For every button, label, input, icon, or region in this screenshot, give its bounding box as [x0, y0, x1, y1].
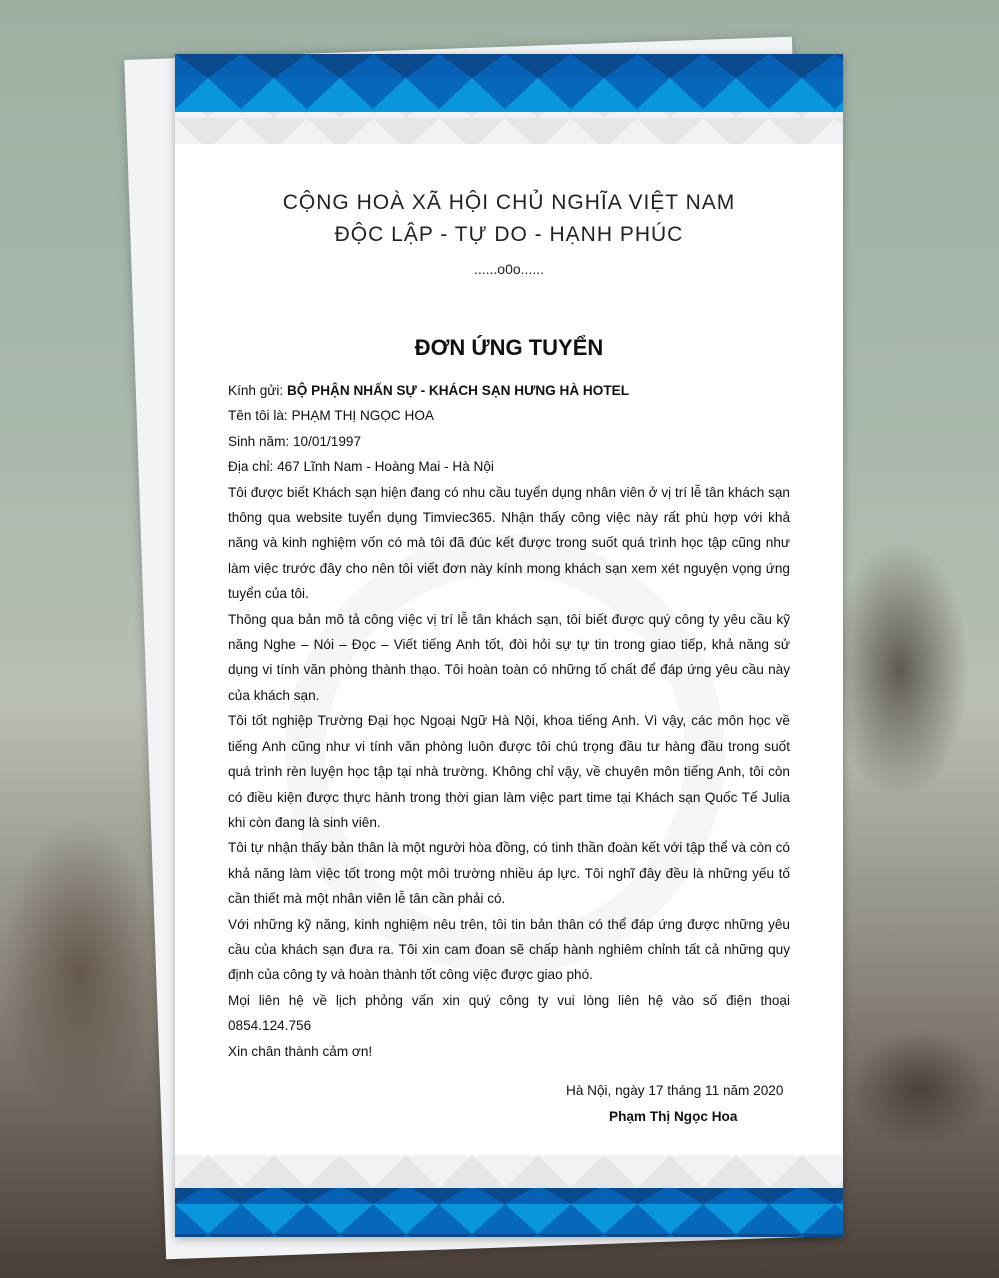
background-plant: [0, 820, 160, 1120]
recipient-label: Kính gửi:: [228, 383, 287, 398]
recipient-value: BỘ PHẬN NHẤN SỰ - KHÁCH SẠN HƯNG HÀ HOTEL: [286, 383, 629, 398]
header-pattern: [175, 54, 843, 144]
address-field: Địa chỉ: 467 Lĩnh Nam - Hoàng Mai - Hà Nội: [228, 459, 494, 475]
background-plant: [850, 1030, 990, 1150]
motto: ĐỘC LẬP - TỰ DO - HẠNH PHÚC: [334, 223, 684, 246]
paragraph: Với những kỹ năng, kinh nghiệm nêu trên, tôi tin bản thân có thể đáp ứng được những yêu cầu của khách sạn đưa ra. Tôi xin cam đoan sẽ chấp hành nghiêm chỉnh tất cả những quy định của công ty và hoàn thành tốt công việc được giao phó.: [228, 916, 790, 983]
name-field: Tên tôi là: PHẠM THỊ NGỌC HOA: [228, 408, 434, 424]
divider: ......o0o......: [473, 261, 545, 277]
paragraph: Tôi được biết Khách sạn hiện đang có nhu cầu tuyển dụng nhân viên ở vị trí lễ tân khách sạn thông qua website tuyển dụng Timviec365. Nhận thấy công việc này rất phù hợp với khả năng và kinh nghiệm vốn có mà tôi đã đúc kết được trong suốt quá trình học tập cũng như làm việc trước đây cho nên tôi viết đơn này kính mong khách sạn xem xét nguyện vọng ứng tuyển của tôi.: [228, 484, 790, 602]
document-page: [175, 54, 843, 1237]
paragraph: Mọi liên hệ về lịch phỏng vấn xin quý công ty vui lòng liên hệ vào số điện thoại: [228, 992, 790, 1008]
paragraph: Tôi tốt nghiệp Trường Đại học Ngoại Ngữ Hà Nội, khoa tiếng Anh. Vì vậy, các môn học về tiếng Anh cũng như vi tính văn phòng luôn được tôi chú trọng đầu tư hàng đầu trong suốt quá trình rèn luyện học tập tại nhà trường. Không chỉ vậy, về chuyên môn tiếng Anh, tôi còn có điều kiện được thực hành trong thời gian làm việc part time tại Khách sạn Quốc Tế Julia khi còn đang là sinh viên.: [228, 713, 790, 830]
phone-number: 0854.124.756: [228, 1018, 312, 1034]
background-plant: [830, 540, 970, 800]
letter-body: [228, 378, 790, 1064]
birth-field: Sinh năm: 10/01/1997: [228, 433, 362, 449]
document-title: ĐƠN ỨNG TUYỂN: [414, 335, 604, 360]
paragraph: Thông qua bản mô tả công việc vị trí lễ tân khách sạn, tôi biết được quý công ty yêu cầu kỹ năng Nghe – Nói – Đọc – Viết tiếng Anh tốt, đòi hỏi sự tự tin trong giao tiếp, khả năng sử dụng vi tính văn phòng thành thạo. Tôi hoàn toàn có những tố chất để đáp ứng yêu cầu này của khách sạn.: [228, 611, 790, 703]
place-date: Hà Nội, ngày 17 tháng 11 năm 2020: [566, 1083, 784, 1098]
signature-name: Phạm Thị Ngọc Hoa: [609, 1109, 738, 1124]
closing: Xin chân thành cảm ơn!: [228, 1043, 373, 1059]
footer-pattern: [175, 1155, 843, 1237]
national-title: CỘNG HOÀ XÃ HỘI CHỦ NGHĨA VIỆT NAM: [282, 191, 736, 214]
recipient-line: [228, 378, 790, 403]
paragraph: Tôi tự nhận thấy bản thân là một người hòa đồng, có tinh thần đoàn kết với tập thể và còn có khả năng làm việc tốt trong một môi trường nhiều áp lực. Tôi nghĩ đây đều là những yếu tố cần thiết mà một nhân viên lễ tân cần phải có.: [228, 840, 790, 907]
